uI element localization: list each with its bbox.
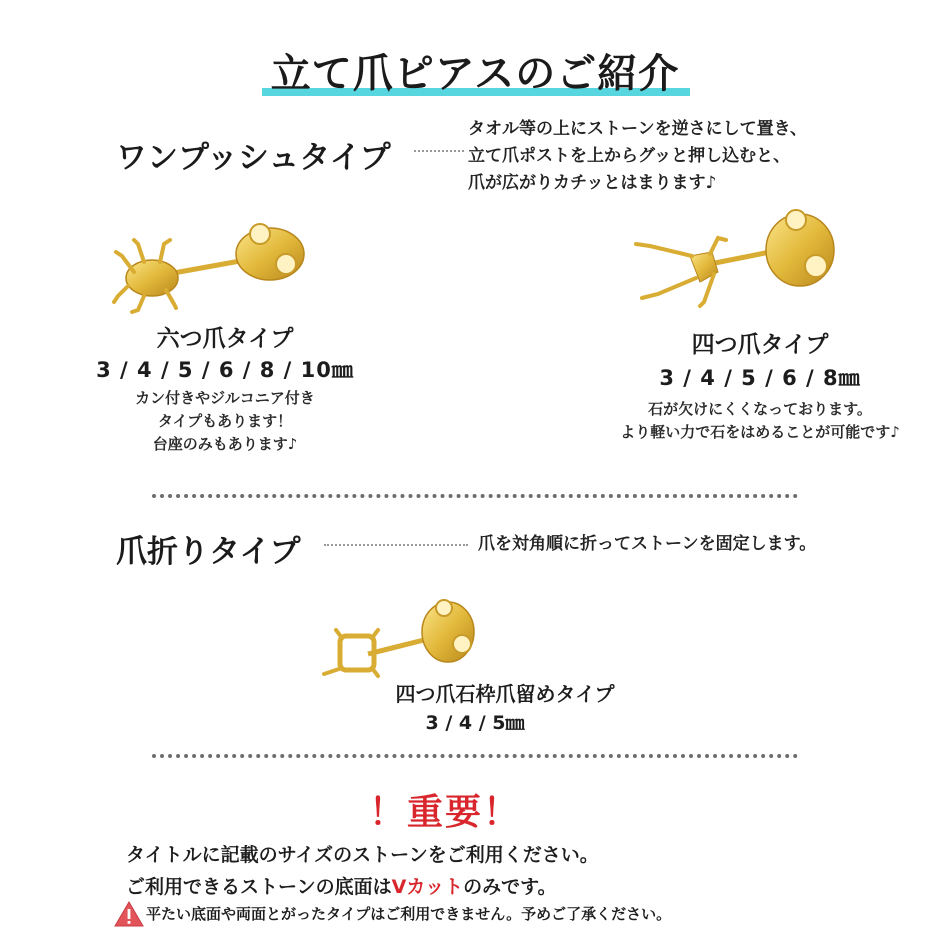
six-prong-sizes: 3 / 4 / 5 / 6 / 8 / 10㎜ <box>96 358 354 382</box>
six-prong-label: 六つ爪タイプ <box>156 326 294 352</box>
one-push-description-line-2: 立て爪ポストを上からグッと押し込むと、 <box>468 146 791 166</box>
warning-triangle-icon <box>114 900 144 928</box>
one-push-description-line-1: タオル等の上にストーンを逆さにして置き、 <box>468 119 807 139</box>
fold-item-sizes: 3 / 4 / 5㎜ <box>425 712 525 734</box>
four-prong-note-2: より軽い力で石をはめることが可能です♪ <box>620 423 900 441</box>
six-prong-notes <box>80 387 370 456</box>
fold-item-label: 四つ爪石枠爪留めタイプ <box>395 682 615 706</box>
important-line-2-prefix: ご利用できるストーンの底面は <box>126 876 392 898</box>
fold-leader <box>324 544 468 546</box>
four-prong-label: 四つ爪タイプ <box>691 332 829 358</box>
important-title: ！重要！ <box>368 792 521 833</box>
warning-text: 平たい底面や両面とがったタイプはご利用できません。予めご了承ください。 <box>146 905 672 923</box>
v-cut-highlight: Vカット <box>391 876 464 898</box>
fold-description: 爪を対角順に折ってストーンを固定します。 <box>478 534 817 554</box>
important-line-2-suffix: のみです。 <box>463 876 557 898</box>
one-push-description-line-3: 爪が広がりカチッとはまります♪ <box>468 173 717 193</box>
six-prong-earring-image <box>108 212 308 322</box>
section-divider-2 <box>152 754 798 758</box>
one-push-heading: ワンプッシュタイプ <box>116 140 391 176</box>
six-prong-note-1: カン付きやジルコニア付き <box>135 389 315 407</box>
four-prong-sizes: 3 / 4 / 5 / 6 / 8㎜ <box>659 366 861 390</box>
six-prong-note-2: タイプもあります！ <box>157 412 293 430</box>
four-prong-earring-image <box>630 202 840 312</box>
one-push-description <box>468 116 807 197</box>
section-divider-1 <box>152 494 798 498</box>
four-prong-note-1: 石が欠けにくくなっております。 <box>648 400 872 418</box>
page-title: 立て爪ピアスのご紹介 <box>270 51 680 97</box>
fold-heading: 爪折りタイプ <box>116 534 301 570</box>
six-prong-note-3: 台座のみもあります♪ <box>152 435 298 453</box>
one-push-leader <box>414 150 464 152</box>
important-line-2 <box>126 872 557 899</box>
important-line-1: タイトルに記載のサイズのストーンをご利用ください。 <box>126 844 599 866</box>
four-prong-notes <box>580 398 940 444</box>
four-prong-setting-earring-image <box>318 596 478 686</box>
